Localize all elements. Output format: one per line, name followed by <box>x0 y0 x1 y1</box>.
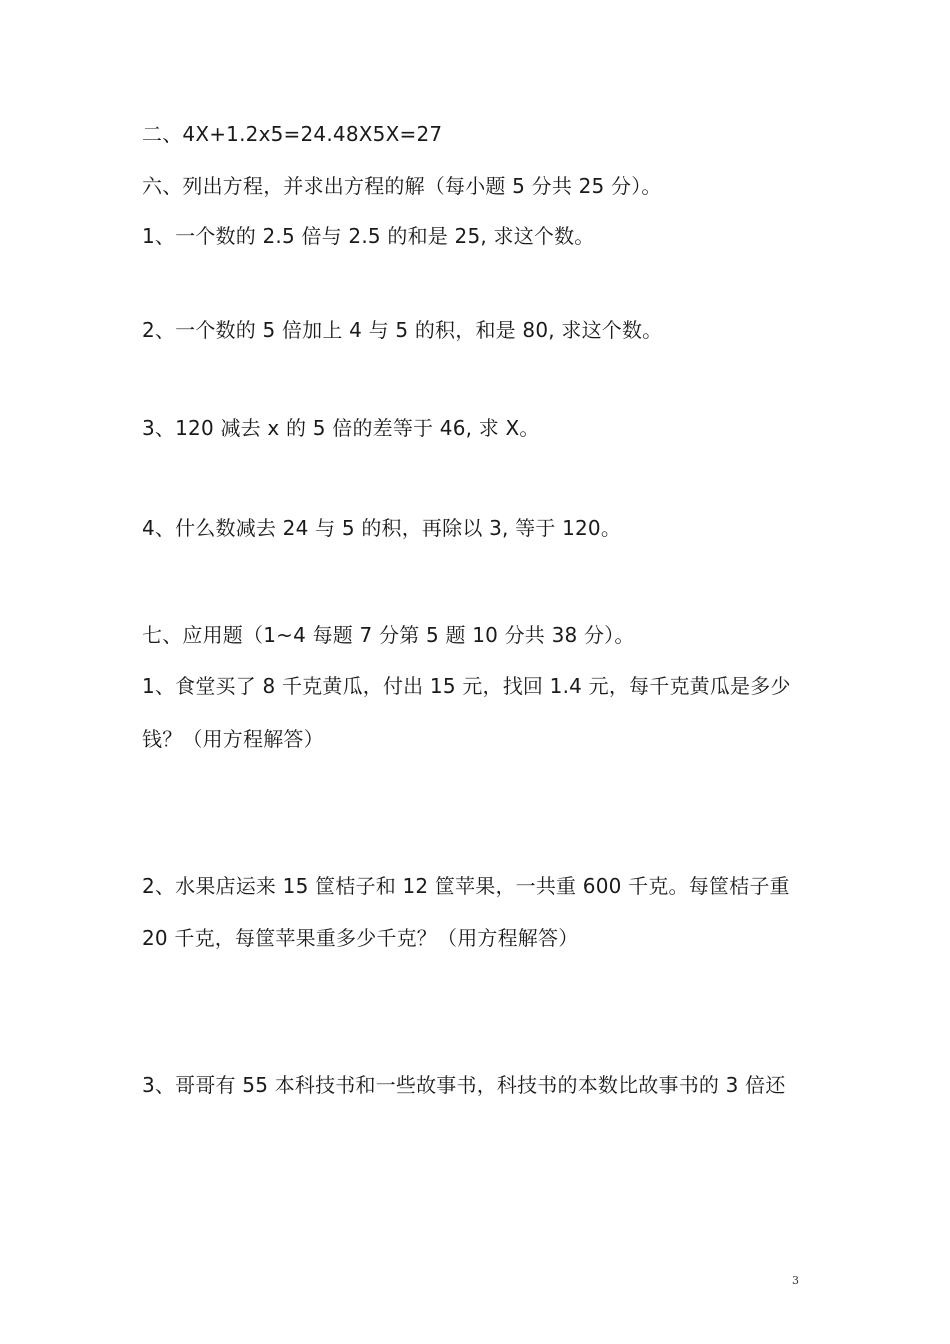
question-six-3: 3、120 减去 x 的 5 倍的差等于 46, 求 X。 <box>142 416 540 440</box>
page-number: 3 <box>792 1274 799 1287</box>
question-seven-2-line-1: 2、水果店运来 15 筐桔子和 12 筐苹果，一共重 600 千克。每筐桔子重 <box>142 874 790 898</box>
equation-line: 二、4X+1.2x5=24.48X5X=27 <box>142 122 443 146</box>
question-six-4: 4、什么数减去 24 与 5 的积，再除以 3, 等于 120。 <box>142 516 622 540</box>
question-seven-3-line-1: 3、哥哥有 55 本科技书和一些故事书，科技书的本数比故事书的 3 倍还 <box>142 1073 786 1097</box>
question-six-2: 2、一个数的 5 倍加上 4 与 5 的积，和是 80, 求这个数。 <box>142 318 663 342</box>
question-seven-2-line-2: 20 千克，每筐苹果重多少千克？（用方程解答） <box>142 926 579 950</box>
section-heading-six: 六、列出方程，并求出方程的解（每小题 5 分共 25 分）。 <box>142 174 662 198</box>
section-heading-seven: 七、应用题（1~4 每题 7 分第 5 题 10 分共 38 分）。 <box>142 623 635 647</box>
question-seven-1-line-1: 1、食堂买了 8 千克黄瓜，付出 15 元，找回 1.4 元，每千克黄瓜是多少 <box>142 674 791 698</box>
question-seven-1-line-2: 钱？（用方程解答） <box>142 727 324 751</box>
question-six-1: 1、一个数的 2.5 倍与 2.5 的和是 25, 求这个数。 <box>142 224 595 248</box>
